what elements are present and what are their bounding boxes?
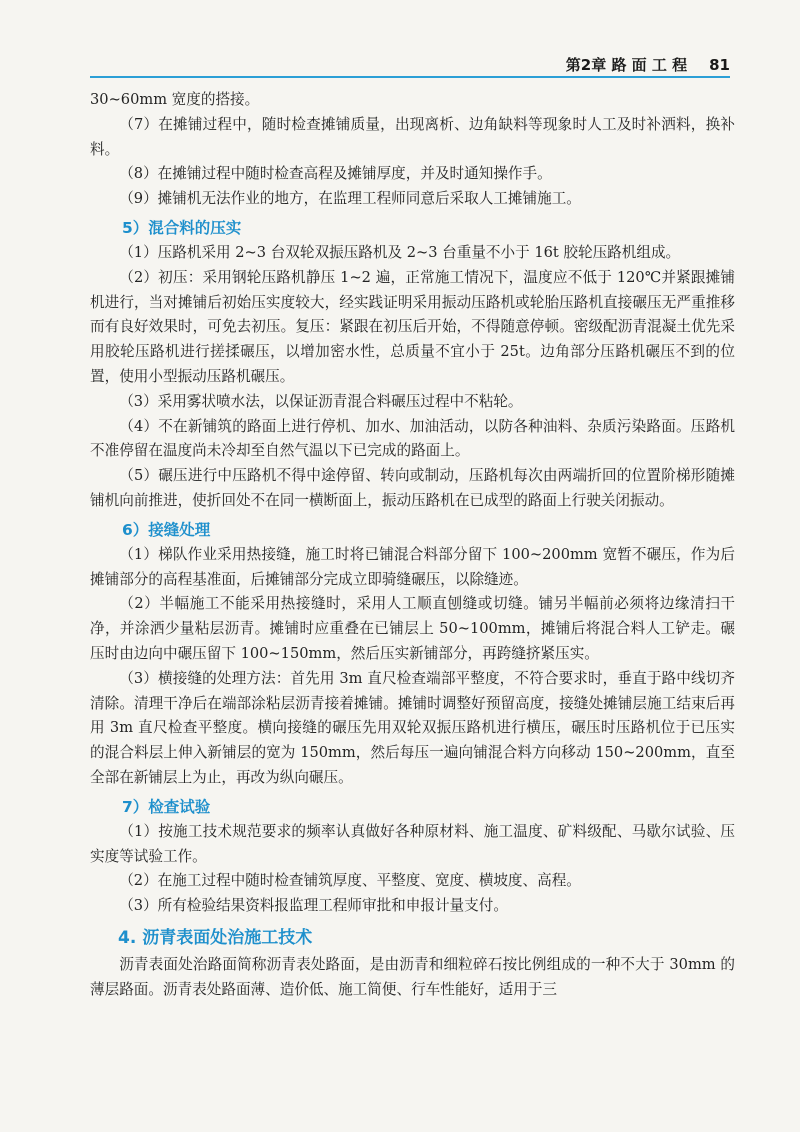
- paragraph: （7）在摊铺过程中，随时检查摊铺质量，出现离析、边角缺料等现象时人工及时补洒料，换补料。: [90, 115, 735, 158]
- paragraph: （9）摊铺机无法作业的地方，在监理工程师同意后采取人工摊铺施工。: [119, 190, 581, 208]
- page-header: [90, 50, 730, 80]
- paragraph: 沥青表面处治路面简称沥青表处路面，是由沥青和细粒碎石按比例组成的一种不大于 30mm 的薄层路面。沥青表处路面薄、造价低、施工简便、行车性能好，适用于三: [90, 955, 735, 998]
- paragraph: （2）初压：采用钢轮压路机静压 1~2 遍，正常施工情况下，温度应不低于 120℃并紧跟摊铺机进行，当对摊铺后初始压实度较大，经实践证明采用振动压路机或轮胎压路机直接碾压无严重推移而有良好效果时，可免去初压。复压：紧跟在初压后开始，不得随意停顿。密级配沥青混凝土优先采用胶轮压路机进行搓揉碾压，以增加密水性，总质量不宜小于 25t。边角部分压路机碾压不到的位置，使用小型振动压路机碾压。: [90, 268, 735, 385]
- paragraph: （3）横接缝的处理方法：首先用 3m 直尺检查端部平整度，不符合要求时，垂直于路中线切齐清除。清理干净后在端部涂粘层沥青接着摊铺。摊铺时调整好预留高度，接缝处摊铺层施工结束后再用 3m 直尺检查平整度。横向接缝的碾压先用双轮双振压路机进行横压，碾压时压路机位于已压实的混合料层上伸入新铺层的宽为 150mm，然后每压一遍向铺混合料方向移动 150~200mm，直至全部在新铺层上为止，再改为纵向碾压。: [90, 669, 735, 786]
- paragraph: （1）压路机采用 2~3 台双轮双振压路机及 2~3 台重量不小于 16t 胶轮压路机组成。: [119, 243, 681, 261]
- page-number: 81: [709, 56, 730, 74]
- paragraph: （1）梯队作业采用热接缝，施工时将已铺混合料部分留下 100~200mm 宽暂不碾压，作为后摊铺部分的高程基准面，后摊铺部分完成立即骑缝碾压，以除缝迹。: [90, 545, 735, 588]
- paragraph: 30~60mm 宽度的搭接。: [90, 91, 260, 108]
- section-heading-compaction: 5）混合料的压实: [122, 218, 242, 237]
- page-body: [90, 88, 735, 1003]
- paragraph: （2）在施工过程中随时检查铺筑厚度、平整度、宽度、横坡度、高程。: [119, 872, 581, 890]
- paragraph: （2）半幅施工不能采用热接缝时，采用人工顺直刨缝或切缝。铺另半幅前必须将边缘清扫干净，并涂洒少量粘层沥青。摊铺时应重叠在已铺层上 50~100mm，摊铺后将混合料人工铲走。碾压时由边向中碾压留下 100~150mm，然后压实新铺部分，再跨缝挤紧压实。: [90, 595, 735, 662]
- paragraph: （8）在摊铺过程中随时检查高程及摊铺厚度，并及时通知操作手。: [119, 165, 552, 183]
- paragraph: （4）不在新铺筑的路面上进行停机、加水、加油活动，以防各种油料、杂质污染路面。压路机不准停留在温度尚未冷却至自然气温以下已完成的路面上。: [90, 417, 735, 460]
- header-rule: [90, 76, 730, 78]
- paragraph: （3）采用雾状喷水法，以保证沥青混合料碾压过程中不粘轮。: [119, 392, 523, 410]
- section-heading-surface-treatment: 4. 沥青表面处治施工技术: [118, 927, 313, 948]
- running-head: [566, 54, 730, 75]
- paragraph: （1）按施工技术规范要求的频率认真做好各种原材料、施工温度、矿料级配、马歇尔试验、压实度等试验工作。: [90, 822, 735, 865]
- paragraph: （5）碾压进行中压路机不得中途停留、转向或制动，压路机每次由两端折回的位置阶梯形随摊铺机向前推进，使折回处不在同一横断面上，振动压路机在已成型的路面上行驶关闭振动。: [90, 467, 735, 509]
- section-heading-testing: 7）检查试验: [122, 797, 211, 816]
- section-heading-joints: 6）接缝处理: [122, 520, 211, 539]
- chapter-title: 第2章 路 面 工 程: [565, 56, 688, 74]
- paragraph: （3）所有检验结果资料报监理工程师审批和申报计量支付。: [119, 897, 508, 915]
